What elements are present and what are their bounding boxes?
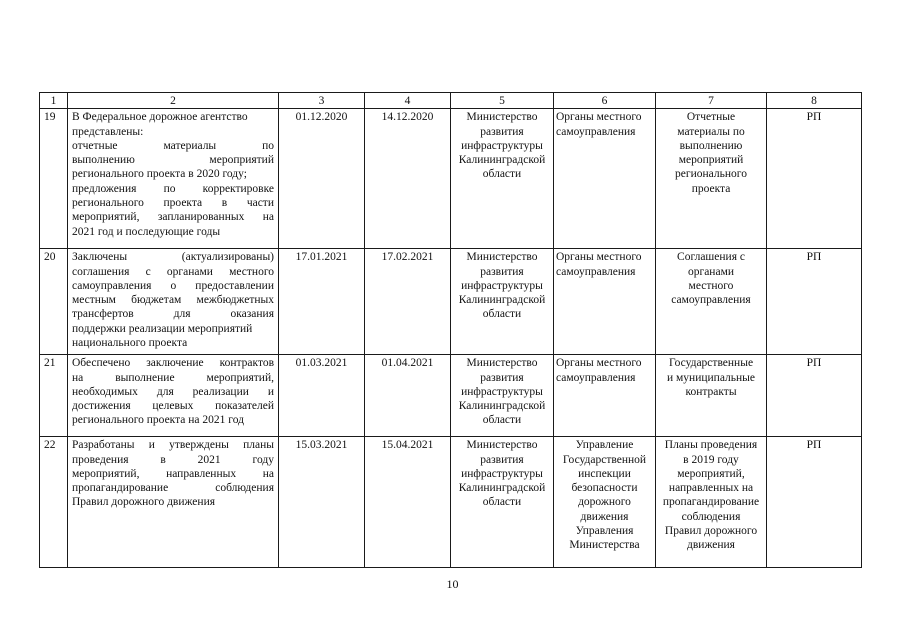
responsible-executor-line: инфраструктуры <box>461 467 543 480</box>
end-date: 14.12.2020 <box>365 109 451 249</box>
level-code: РП <box>767 355 862 437</box>
result-type-line: движения <box>687 539 735 552</box>
result-type <box>656 355 767 437</box>
responsible-executor-line: Калининградской <box>458 294 546 307</box>
description-line: национального проекта <box>72 337 188 350</box>
description-line: Обеспечено заключение контрактов <box>72 357 274 370</box>
column-number-6: 6 <box>554 93 656 109</box>
responsible-executor-line: области <box>482 168 522 181</box>
responsible-executor-line: инфраструктуры <box>461 279 543 292</box>
description-line: мероприятий, направленных на <box>72 467 274 480</box>
row-number: 21 <box>40 355 68 437</box>
description-line: предложения по корректировке <box>72 182 274 195</box>
measures-table <box>39 92 862 568</box>
result-type-line: направленных на <box>668 482 754 495</box>
responsible-executor-line: Министерство <box>466 111 538 124</box>
measure-description <box>68 109 279 249</box>
description-line: Разработаны и утверждены планы <box>72 439 274 452</box>
description-line: мероприятий, запланированных на <box>72 211 274 224</box>
table-body <box>40 93 862 568</box>
level-code: РП <box>767 249 862 355</box>
participants-line: Управление <box>575 439 634 452</box>
responsible-executor-line: Министерство <box>466 439 538 452</box>
result-type-line: проекта <box>691 182 731 195</box>
description-line: проведения в 2021 году <box>72 453 274 466</box>
responsible-executor-line: развития <box>480 371 524 384</box>
result-type-line: и муниципальные <box>666 371 755 384</box>
responsible-executor-line: Калининградской <box>458 400 546 413</box>
description-line: представлены: <box>72 125 144 138</box>
column-number-2: 2 <box>68 93 279 109</box>
result-type-line: Соглашения с <box>677 251 745 264</box>
responsible-executor-line: области <box>482 414 522 427</box>
description-line: регионального проекта в 2020 году; <box>72 168 247 181</box>
participants-line: Органы местного <box>556 111 642 124</box>
result-type-line: в 2019 году <box>683 453 739 466</box>
level-code: РП <box>767 109 862 249</box>
participants <box>554 249 656 355</box>
responsible-executor <box>451 437 554 568</box>
result-type-line: контракты <box>685 385 737 398</box>
description-line: самоуправления о предоставлении <box>72 279 274 292</box>
end-date: 17.02.2021 <box>365 249 451 355</box>
responsible-executor-line: Министерство <box>466 251 538 264</box>
column-number-4: 4 <box>365 93 451 109</box>
result-type-line: выполнению <box>679 139 743 152</box>
result-type-line: местного <box>688 279 734 292</box>
responsible-executor-line: области <box>482 496 522 509</box>
measure-description <box>68 437 279 568</box>
responsible-executor-line: инфраструктуры <box>461 385 543 398</box>
description-line: Заключены (актуализированы) <box>72 251 274 264</box>
result-type-line: Государственные <box>668 357 754 370</box>
column-number-3: 3 <box>279 93 365 109</box>
responsible-executor-line: развития <box>480 125 524 138</box>
responsible-executor-line: области <box>482 308 522 321</box>
description-line: В Федеральное дорожное агентство <box>72 111 248 124</box>
description-line: Правил дорожного движения <box>72 496 216 509</box>
responsible-executor <box>451 249 554 355</box>
table-row <box>40 437 862 568</box>
participants-line: инспекции <box>578 467 631 480</box>
column-number-8: 8 <box>767 93 862 109</box>
result-type-line: материалы по <box>677 125 745 138</box>
participants-line: самоуправления <box>556 371 636 384</box>
responsible-executor-line: инфраструктуры <box>461 139 543 152</box>
column-number-5: 5 <box>451 93 554 109</box>
participants-line: дорожного <box>578 496 631 509</box>
description-line: отчетные материалы по <box>72 139 274 152</box>
description-line: пропагандирование соблюдения <box>72 482 274 495</box>
responsible-executor-line: Калининградской <box>458 482 546 495</box>
result-type <box>656 109 767 249</box>
responsible-executor <box>451 355 554 437</box>
table-row <box>40 355 862 437</box>
start-date: 01.12.2020 <box>279 109 365 249</box>
responsible-executor-line: развития <box>480 265 524 278</box>
result-type-line: Планы проведения <box>664 439 758 452</box>
result-type-line: регионального <box>675 168 747 181</box>
description-line: местным бюджетам межбюджетных <box>72 294 274 307</box>
result-type <box>656 249 767 355</box>
participants-line: Министерства <box>569 539 640 552</box>
participants <box>554 437 656 568</box>
row-number: 22 <box>40 437 68 568</box>
responsible-executor <box>451 109 554 249</box>
measure-description <box>68 355 279 437</box>
level-code: РП <box>767 437 862 568</box>
result-type-line: самоуправления <box>671 294 751 307</box>
row-number: 20 <box>40 249 68 355</box>
participants <box>554 355 656 437</box>
column-number-7: 7 <box>656 93 767 109</box>
participants-line: Государственной <box>562 453 647 466</box>
result-type-line: Правил дорожного <box>664 525 758 538</box>
result-type-line: пропагандирование <box>662 496 760 509</box>
description-line: поддержки реализации мероприятий <box>72 322 253 335</box>
page-number: 10 <box>446 577 459 591</box>
responsible-executor-line: Калининградской <box>458 154 546 167</box>
end-date: 01.04.2021 <box>365 355 451 437</box>
description-line: на выполнение мероприятий, <box>72 371 274 384</box>
description-line: выполнению мероприятий <box>72 154 274 167</box>
description-line: достижения целевых показателей <box>72 400 274 413</box>
start-date: 01.03.2021 <box>279 355 365 437</box>
result-type-line: органами <box>687 265 734 278</box>
participants <box>554 109 656 249</box>
description-line: регионального проекта на 2021 год <box>72 414 244 427</box>
description-line: соглашения с органами местного <box>72 265 274 278</box>
participants-line: Органы местного <box>556 357 642 370</box>
result-type <box>656 437 767 568</box>
responsible-executor-line: развития <box>480 453 524 466</box>
column-number-row <box>40 93 862 109</box>
result-type-line: Отчетные <box>686 111 736 124</box>
description-line: необходимых для реализации и <box>72 385 274 398</box>
result-type-line: соблюдения <box>681 510 741 523</box>
start-date: 17.01.2021 <box>279 249 365 355</box>
result-type-line: мероприятий <box>678 154 744 167</box>
description-line: регионального проекта в части <box>72 197 274 210</box>
participants-line: Управления <box>575 525 634 538</box>
column-number-1: 1 <box>40 93 68 109</box>
start-date: 15.03.2021 <box>279 437 365 568</box>
responsible-executor-line: Министерство <box>466 357 538 370</box>
result-type-line: мероприятий, <box>677 467 745 480</box>
participants-line: самоуправления <box>556 125 636 138</box>
table-row <box>40 109 862 249</box>
participants-line: безопасности <box>571 482 638 495</box>
description-line: трансфертов для оказания <box>72 308 274 321</box>
participants-line: самоуправления <box>556 265 636 278</box>
participants-line: Органы местного <box>556 251 642 264</box>
table-row <box>40 249 862 355</box>
description-line: 2021 год и последующие годы <box>72 225 221 238</box>
row-number: 19 <box>40 109 68 249</box>
end-date: 15.04.2021 <box>365 437 451 568</box>
participants-line: движения <box>580 510 629 523</box>
measure-description <box>68 249 279 355</box>
